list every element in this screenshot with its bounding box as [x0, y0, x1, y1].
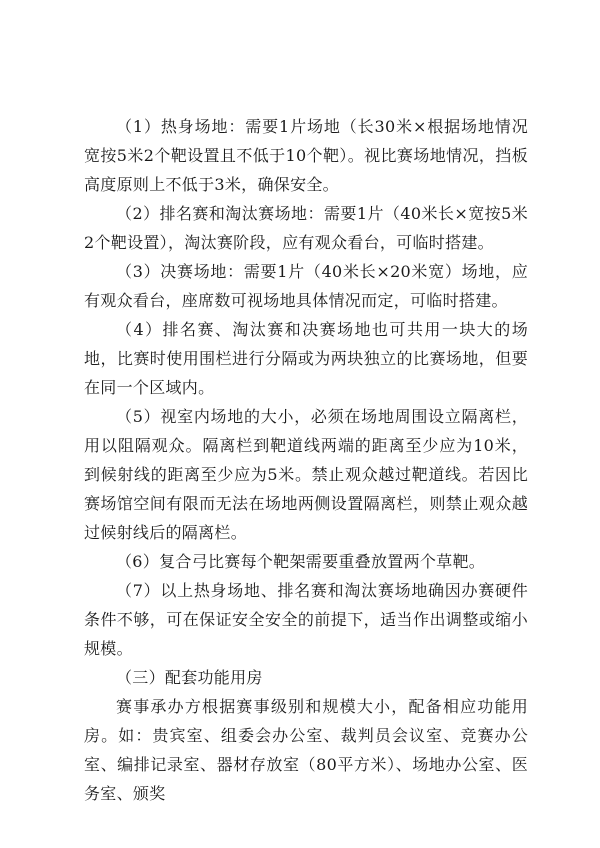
paragraph-compound-bow: （6）复合弓比赛每个靶架需要重叠放置两个草靶。: [116, 552, 486, 571]
paragraph-final-venue: （3）决赛场地：需要1片（40米长×20米宽）场地，应有观众看台，座席数可视场地具体情况而定，可临时搭建。: [84, 262, 528, 310]
paragraph-functional-rooms: 赛事承办方根据赛事级别和规模大小，配备相应功能用房。如：贵宾室、组委会办公室、裁判员会议室、竞赛办公室、编排记录室、器材存放室（80平方米）、场地办公室、医务室、颁奖: [84, 697, 528, 803]
paragraph-barrier: （5）视室内场地的大小，必须在场地周围设立隔离栏，用以阻隔观众。隔离栏到靶道线两端的距离至少应为10米，到候射线的距离至少应为5米。禁止观众越过靶道线。若因比赛场馆空间有限而无法在场地两侧设置隔离栏，则禁止观众越过候射线后的隔离栏。: [84, 407, 528, 542]
paragraph-ranking-elimination-venue: （2）排名赛和淘汰赛场地：需要1片（40米长×宽按5米2个靶设置），淘汰赛阶段，应有观众看台，可临时搭建。: [84, 204, 528, 252]
paragraph-adjustment: （7）以上热身场地、排名赛和淘汰赛场地确因办赛硬件条件不够，可在保证安全安全的前提下，适当作出调整或缩小规模。: [84, 581, 528, 658]
document-body: [84, 112, 528, 808]
paragraph-shared-venue: （4）排名赛、淘汰赛和决赛场地也可共用一块大的场地，比赛时使用围栏进行分隔或为两块独立的比赛场地，但要在同一个区域内。: [84, 320, 528, 397]
section-heading-supporting-rooms: （三）配套功能用房: [116, 668, 263, 687]
paragraph-warmup-venue: （1）热身场地：需要1片场地（长30米×根据场地情况宽按5米2个靶设置且不低于10个靶）。视比赛场地情况，挡板高度原则上不低于3米，确保安全。: [84, 117, 528, 194]
